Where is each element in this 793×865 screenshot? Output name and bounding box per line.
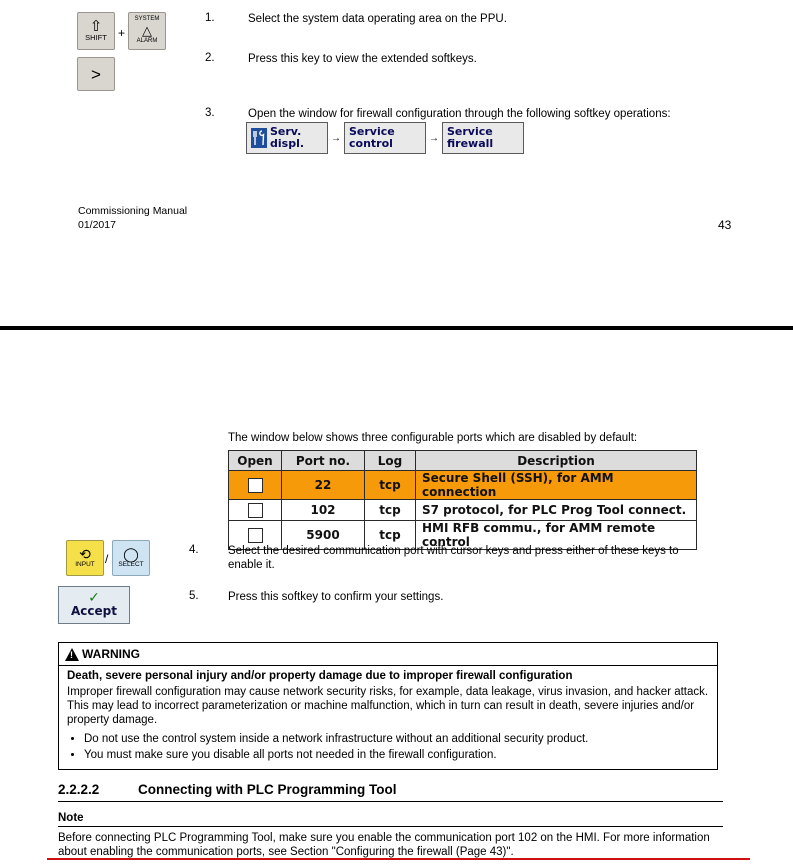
- system-alarm-key[interactable]: [128, 12, 166, 50]
- page-footer-left: [78, 204, 187, 232]
- step-text: Select the desired communication port with cursor keys and press either of these keys to enable it.: [228, 545, 679, 571]
- select-key-label: SELECT: [118, 561, 144, 568]
- column-header-description: Description: [416, 451, 697, 471]
- shift-key[interactable]: [77, 12, 115, 50]
- intro-text: The window below shows three configurable ports which are disabled by default:: [228, 432, 638, 444]
- section-title: Connecting with PLC Programming Tool: [138, 782, 397, 797]
- warning-bullet-list: [67, 731, 709, 763]
- softkey-label-line2: displ.: [270, 137, 305, 150]
- firewall-port-table: [228, 450, 697, 550]
- port-log-cell: tcp: [365, 471, 416, 500]
- document-page-top: [0, 0, 793, 330]
- softkey-service-control[interactable]: [344, 122, 426, 154]
- column-header-log: Log: [365, 451, 416, 471]
- system-alarm-key-label-bottom: ALARM: [136, 38, 158, 44]
- step-number: 3.: [205, 107, 215, 119]
- step-text: Press this key to view the extended softkeys.: [248, 53, 477, 65]
- port-number-cell: 102: [282, 500, 365, 521]
- port-open-cell[interactable]: [229, 500, 282, 521]
- softkey-service-display[interactable]: [246, 122, 328, 154]
- softkey-label-line2: control: [349, 137, 393, 150]
- accept-softkey-label: Accept: [71, 604, 117, 618]
- step-number: 2.: [205, 52, 215, 64]
- up-arrow-icon: ⇧: [89, 18, 103, 35]
- column-header-open: Open: [229, 451, 282, 471]
- section-heading: [58, 782, 723, 802]
- table-header-row: [229, 451, 697, 471]
- document-date: 01/2017: [78, 219, 116, 231]
- warning-text: Improper firewall configuration may cause network security risks, for example, data leakage, virus invasion, and hacker attack. This may lead to incorrect parameterization or machine malfunction, which in turn can result in death, severe injuries and/or property damage.: [67, 686, 709, 726]
- warning-header: [59, 643, 717, 666]
- open-checkbox[interactable]: [248, 478, 263, 493]
- arrow-right-icon: →: [429, 132, 439, 144]
- softkey-service-firewall[interactable]: [442, 122, 524, 154]
- softkey-sequence: [246, 122, 524, 154]
- input-key[interactable]: [66, 540, 104, 576]
- input-key-label: INPUT: [75, 561, 95, 568]
- table-row[interactable]: [229, 471, 697, 500]
- note-text: Before connecting PLC Programming Tool, make sure you enable the communication port 102 on the HMI. For more information about enabling the communication ports, see Section "Configuring the firewall (Page 43)".: [58, 832, 710, 858]
- input-arrow-icon: ⟲: [79, 546, 91, 562]
- red-highlight-underline: [47, 858, 750, 860]
- select-key[interactable]: [112, 540, 150, 576]
- port-log-cell: tcp: [365, 500, 416, 521]
- port-number-cell: 5900: [282, 521, 365, 550]
- step-text: Open the window for firewall configuration through the following softkey operations:: [248, 108, 671, 120]
- key-separator: /: [105, 552, 109, 566]
- softkey-label-line1: Serv.: [270, 125, 302, 138]
- port-number-cell: 22: [282, 471, 365, 500]
- warning-box: [58, 642, 718, 770]
- warning-body: [59, 666, 717, 769]
- arrow-right-icon: →: [331, 132, 341, 144]
- note-heading: Note: [58, 812, 723, 827]
- shift-key-label: SHIFT: [85, 33, 107, 42]
- check-icon: ✓: [88, 590, 100, 606]
- column-header-port: Port no.: [282, 451, 365, 471]
- alarm-triangle-icon: △: [142, 23, 152, 38]
- step-text: Select the system data operating area on the PPU.: [248, 13, 507, 25]
- section-number: 2.2.2.2: [58, 782, 100, 797]
- table-row[interactable]: [229, 500, 697, 521]
- warning-bullet: • You must make sure you disable all ports not needed in the firewall configuration.: [84, 747, 709, 763]
- open-checkbox[interactable]: [248, 528, 263, 543]
- circle-arrow-icon: ◯: [123, 546, 139, 562]
- port-description-cell: HMI RFB commu., for AMM remote control: [416, 521, 697, 550]
- document-title: Commissioning Manual: [78, 205, 188, 217]
- warning-triangle-icon: [65, 648, 79, 661]
- accept-softkey[interactable]: [58, 586, 130, 624]
- chevron-right-icon: >: [91, 64, 101, 84]
- port-open-cell[interactable]: [229, 471, 282, 500]
- step-text: Press this softkey to confirm your settings.: [228, 591, 444, 603]
- warning-title: Death, severe personal injury and/or property damage due to improper firewall configuration: [67, 670, 573, 682]
- softkey-label-line1: Service: [447, 125, 493, 138]
- page-number: 43: [718, 218, 732, 232]
- step-number: 1.: [205, 12, 215, 24]
- softkey-label-line1: Service: [349, 125, 395, 138]
- system-alarm-key-label-top: SYSTEM: [134, 16, 160, 22]
- tools-icon: [251, 128, 267, 148]
- extend-softkey-key[interactable]: [77, 57, 115, 91]
- softkey-label-line2: firewall: [447, 137, 494, 150]
- warning-label: WARNING: [82, 647, 140, 661]
- warning-bullet: • Do not use the control system inside a network infrastructure without an additional security product.: [84, 731, 709, 747]
- port-description-cell: Secure Shell (SSH), for AMM connection: [416, 471, 697, 500]
- plus-separator: +: [118, 26, 126, 40]
- open-checkbox[interactable]: [248, 503, 263, 518]
- port-log-cell: tcp: [365, 521, 416, 550]
- step-number: 5.: [189, 590, 199, 602]
- step-number: 4.: [189, 544, 199, 556]
- document-page-bottom: [0, 334, 793, 865]
- port-description-cell: S7 protocol, for PLC Prog Tool connect.: [416, 500, 697, 521]
